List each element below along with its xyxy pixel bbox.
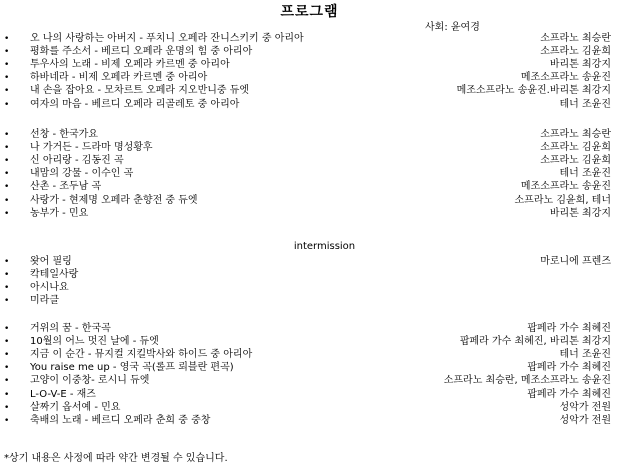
performer-name: 소프라노 김윤희 xyxy=(540,46,611,58)
performer-name: 메조소프라노 송윤진 xyxy=(520,72,611,84)
piece-title: 미라클 xyxy=(30,295,59,307)
piece-title: 10월의 어느 멋진 날에 - 듀엣 xyxy=(30,336,159,348)
performer-name: 마로니에 프렌즈 xyxy=(540,256,611,267)
piece-title: 왓어 필링 xyxy=(30,256,72,267)
bullet-icon: • xyxy=(4,337,10,348)
piece-title: 하바네라 - 비제 오페라 카르멘 중 아리아 xyxy=(30,72,208,84)
performer-name: 소프라노 김윤희 xyxy=(540,142,611,154)
performer-name: 팝페라 가수 최혜진 xyxy=(527,388,611,400)
bullet-icon: • xyxy=(4,270,10,281)
piece-title: 지금 이 순간 - 뮤지컬 지킬박사와 하이드 중 아리아 xyxy=(30,349,253,361)
bullet-icon: • xyxy=(4,156,10,167)
program-item xyxy=(0,85,619,97)
bullet-icon: • xyxy=(4,363,10,374)
performer-name: 메조소프라노 송윤진 xyxy=(520,181,611,193)
bullet-icon: • xyxy=(4,143,10,154)
program-item xyxy=(0,256,619,268)
performer-name: 팝페라 가수 최혜진, 바리톤 최강지 xyxy=(459,336,611,348)
program-item xyxy=(0,99,619,111)
program-item xyxy=(0,142,619,154)
piece-title: 칵테일사랑 xyxy=(30,269,79,281)
piece-title: 내 손을 잡아요 - 모차르트 오페라 지오반니중 듀엣 xyxy=(30,85,250,97)
bullet-icon: • xyxy=(4,296,10,307)
program-item xyxy=(0,323,619,335)
program-item xyxy=(0,195,619,207)
intermission-label: intermission xyxy=(293,241,356,252)
piece-title: 살짜기 옵서예 - 민요 xyxy=(30,401,121,413)
performer-name: 소프라노 김윤희, 테너 xyxy=(514,194,611,206)
program-item xyxy=(0,375,619,387)
piece-title: 고양이 이중창- 로시니 듀엣 xyxy=(30,375,150,387)
bullet-icon: • xyxy=(4,402,10,413)
performer-name: 소프라노 최승란 xyxy=(540,33,611,44)
piece-title: 아시나요 xyxy=(30,282,69,294)
bullet-icon: • xyxy=(4,34,10,44)
performer-name: 소프라노 김윤희 xyxy=(540,155,611,167)
host-label: 사회: 윤여경 xyxy=(425,22,480,33)
performer-name: 팝페라 가수 최혜진 xyxy=(527,362,611,374)
bullet-icon: • xyxy=(4,415,10,426)
piece-title: 투우사의 노래 - 비제 오페라 카르멘 중 아리아 xyxy=(30,59,230,71)
program-item xyxy=(0,72,619,84)
bullet-icon: • xyxy=(4,195,10,206)
performer-name: 소프라노 최승란 xyxy=(540,129,611,140)
program-item xyxy=(0,46,619,58)
bullet-icon: • xyxy=(4,376,10,387)
program-item xyxy=(0,59,619,71)
bullet-icon: • xyxy=(4,169,10,180)
piece-title: 선창 - 한국가요 xyxy=(30,129,98,140)
program-item xyxy=(0,336,619,348)
program-item xyxy=(0,402,619,414)
piece-title: 내맘의 강물 - 이수인 곡 xyxy=(30,168,134,180)
bullet-icon: • xyxy=(4,86,10,97)
program-item xyxy=(0,362,619,374)
bullet-icon: • xyxy=(4,389,10,400)
piece-title: 나 가거든 - 드라마 명성황후 xyxy=(30,142,153,154)
performer-name: 바리톤 최강지 xyxy=(549,59,611,71)
bullet-icon: • xyxy=(4,283,10,294)
bullet-icon: • xyxy=(4,99,10,110)
program-item xyxy=(0,208,619,220)
program-item xyxy=(0,269,619,281)
program-item xyxy=(0,181,619,193)
performer-name: 성악가 전원 xyxy=(559,414,611,426)
program-item xyxy=(0,33,619,45)
performer-name: 테너 조윤진 xyxy=(559,168,611,180)
piece-title: 거위의 꿈 - 한국곡 xyxy=(30,323,111,334)
performer-name: 바리톤 최강지 xyxy=(549,207,611,219)
bullet-icon: • xyxy=(4,257,10,267)
performer-name: 테너 조윤진 xyxy=(559,349,611,361)
performer-name: 테너 조윤진 xyxy=(559,98,611,110)
piece-title: 오 나의 사랑하는 아버지 - 푸치니 오페라 잔니스키키 중 아리아 xyxy=(30,33,304,44)
piece-title: 축배의 노래 - 베르디 오페라 춘희 중 중창 xyxy=(30,414,211,426)
piece-title: 여자의 마음 - 베르디 오페라 리골레토 중 아리아 xyxy=(30,98,240,110)
piece-title: 평화를 주소서 - 베르디 오페라 운명의 힘 중 아리아 xyxy=(30,46,253,58)
program-item xyxy=(0,349,619,361)
program-item xyxy=(0,415,619,427)
program-item xyxy=(0,129,619,141)
performer-name: 팝페라 가수 최혜진 xyxy=(527,323,611,334)
bullet-icon: • xyxy=(4,350,10,361)
piece-title: 산촌 - 조두남 곡 xyxy=(30,181,102,193)
bullet-icon: • xyxy=(4,73,10,84)
performer-name: 소프라노 최승란, 메조소프라노 송윤진 xyxy=(443,375,611,387)
program-item xyxy=(0,282,619,294)
program-item xyxy=(0,295,619,307)
program-item xyxy=(0,168,619,180)
piece-title: You raise me up - 영국 곡(롤프 뢰블란 편곡) xyxy=(30,362,234,374)
performer-name: 성악가 전원 xyxy=(559,401,611,413)
program-item xyxy=(0,389,619,401)
bullet-icon: • xyxy=(4,47,10,58)
bullet-icon: • xyxy=(4,130,10,140)
program-item xyxy=(0,155,619,167)
piece-title: 신 아리랑 - 김동진 곡 xyxy=(30,155,124,167)
bullet-icon: • xyxy=(4,324,10,334)
piece-title: 사랑가 - 현제명 오페라 춘향전 중 듀엣 xyxy=(30,194,198,206)
bullet-icon: • xyxy=(4,208,10,219)
piece-title: 농부가 - 민요 xyxy=(30,207,89,219)
piece-title: L-O-V-E - 재즈 xyxy=(30,388,96,400)
footnote: *상기 내용은 사정에 따라 약간 변경될 수 있습니다. xyxy=(4,453,228,464)
page-title: 프로그램 xyxy=(280,4,339,20)
performer-name: 메조소프라노 송윤진.바리톤 최강지 xyxy=(456,85,611,97)
bullet-icon: • xyxy=(4,182,10,193)
bullet-icon: • xyxy=(4,60,10,71)
